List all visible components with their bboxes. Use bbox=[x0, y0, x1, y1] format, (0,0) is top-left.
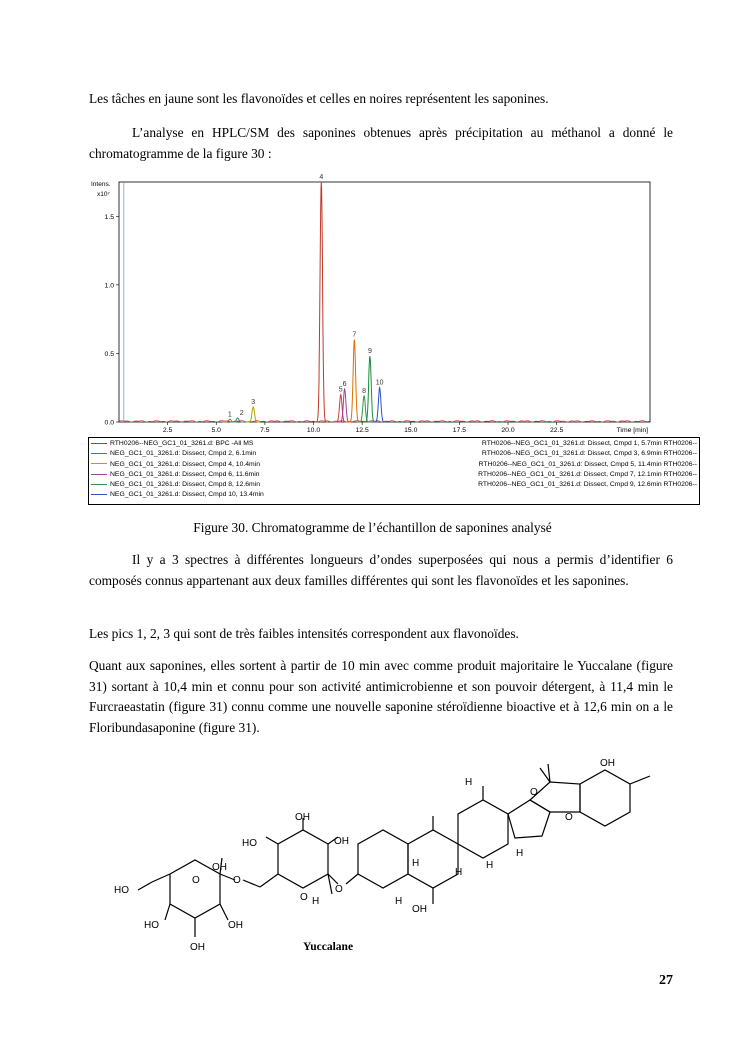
y-tick-label: 0.5 bbox=[104, 350, 114, 358]
figure-caption: Figure 30. Chromatogramme de l’échantillon de saponines analysé bbox=[193, 520, 552, 535]
svg-text:HO: HO bbox=[242, 838, 257, 849]
legend-entry: RTH0206--NEG_GC1_01_3261.d: Dissect, Cmpd 1, 5.7min RTH0206-- bbox=[481, 440, 697, 447]
peak-label-9: 9 bbox=[367, 348, 372, 356]
peak-8 bbox=[357, 396, 371, 422]
svg-text:HO: HO bbox=[144, 920, 159, 931]
svg-text:OH: OH bbox=[190, 942, 205, 953]
y-tick-label: 1.0 bbox=[104, 282, 114, 290]
peak-label-8: 8 bbox=[362, 387, 367, 395]
peak-label-7: 7 bbox=[352, 331, 357, 339]
svg-text:OH: OH bbox=[412, 904, 427, 915]
legend-entry bbox=[91, 480, 264, 490]
legend-right-column bbox=[478, 439, 697, 490]
svg-text:HO: HO bbox=[114, 885, 129, 896]
svg-text:O: O bbox=[192, 875, 200, 886]
legend-text: NEG_GC1_01_3261.d: Dissect, Cmpd 4, 10.4min bbox=[110, 460, 260, 468]
svg-text:H: H bbox=[516, 848, 524, 859]
svg-text:H: H bbox=[412, 858, 420, 869]
svg-text:OH: OH bbox=[334, 836, 349, 847]
legend-entry bbox=[91, 439, 264, 449]
svg-text:H: H bbox=[465, 777, 473, 788]
x-tick-label: 2.5 bbox=[162, 427, 173, 434]
legend-entry bbox=[91, 460, 264, 470]
legend-text: NEG_GC1_01_3261.d: Dissect, Cmpd 2, 6.1min bbox=[110, 450, 257, 458]
molecule-name: Yuccalane bbox=[303, 941, 354, 953]
legend-entry: RTH0206--NEG_GC1_01_3261.d: Dissect, Cmpd 7, 12.1min RTH0206-- bbox=[478, 470, 697, 478]
x-tick-label: 7.5 bbox=[260, 427, 270, 434]
legend-entry: RTH0206--NEG_GC1_01_3261.d: Dissect, Cmpd 9, 12.6min RTH0206-- bbox=[478, 481, 697, 489]
paragraph-saponins: Quant aux saponines, elles sortent à partir de 10 min avec comme produit majoritaire le Yuccalane (figure 31) sortant à 10,4 min et connu pour son activité antimicrobienne et son pouvoir détergent, à 11,4 min le Furcraeastatin (figure 31) connu comme une nouvelle saponine stéroïdienne bioactive et à 12,6 min on a le Floribundasaponine (figure 31). bbox=[89, 658, 673, 735]
svg-text:O: O bbox=[565, 812, 573, 823]
y-tick-label: 1.5 bbox=[104, 213, 114, 221]
legend-entry bbox=[91, 490, 264, 500]
peak-label-2: 2 bbox=[239, 409, 244, 417]
legend-swatch bbox=[91, 463, 107, 464]
peak-label-10: 10 bbox=[375, 379, 384, 387]
peak-3 bbox=[246, 407, 260, 422]
svg-text:O: O bbox=[530, 787, 538, 798]
x-tick-label: 17.5 bbox=[452, 427, 467, 434]
paragraph-spectra: Il y a 3 spectres à différentes longueurs d’ondes superposées qui nous a permis d’identifier 6 composés connus appartenant aux deux familles différentes qui sont les flavonoïdes et les saponines. bbox=[89, 552, 673, 588]
svg-text:H: H bbox=[395, 896, 403, 907]
plot-frame bbox=[119, 182, 650, 422]
svg-text:OH: OH bbox=[212, 862, 227, 873]
svg-text:H: H bbox=[455, 867, 463, 878]
legend-text: NEG_GC1_01_3261.d: Dissect, Cmpd 8, 12.6min bbox=[110, 481, 260, 489]
yuccalane-structure bbox=[110, 752, 650, 952]
legend-swatch bbox=[91, 484, 107, 485]
peak-label-6: 6 bbox=[342, 381, 347, 389]
x-tick-label: 5.0 bbox=[211, 427, 221, 434]
x-tick-label: 12.5 bbox=[355, 427, 369, 434]
peak-label-5: 5 bbox=[338, 386, 343, 394]
legend-entry bbox=[91, 470, 264, 480]
y-axis-label: Intens. bbox=[91, 181, 111, 188]
legend-text: RTH0206--NEG_GC1_01_3261.d: BPC -All MS bbox=[110, 440, 254, 447]
peak-label-4: 4 bbox=[319, 174, 324, 181]
svg-text:O: O bbox=[335, 884, 343, 895]
svg-text:OH: OH bbox=[295, 812, 310, 823]
legend-swatch bbox=[91, 494, 107, 495]
legend-entry: RTH0206--NEG_GC1_01_3261.d: Dissect, Cmpd 5, 11.4min RTH0206-- bbox=[478, 460, 697, 468]
legend-entry bbox=[91, 449, 264, 459]
legend-entry: RTH0206--NEG_GC1_01_3261.d: Dissect, Cmpd 3, 6.9min RTH0206-- bbox=[481, 450, 697, 458]
page-number: 27 bbox=[659, 973, 673, 988]
svg-text:O: O bbox=[300, 892, 308, 903]
svg-text:H: H bbox=[312, 896, 320, 907]
x-tick-label: 22.5 bbox=[550, 427, 564, 434]
peak-7 bbox=[347, 340, 361, 422]
legend-text: NEG_GC1_01_3261.d: Dissect, Cmpd 6, 11.6min bbox=[110, 470, 260, 478]
peak-10 bbox=[373, 388, 387, 422]
chromatogram-chart bbox=[88, 174, 700, 438]
legend-swatch bbox=[91, 474, 107, 475]
x-tick-label: 15.0 bbox=[404, 427, 418, 434]
y-tick-label: 0.0 bbox=[104, 419, 114, 427]
peak-label-1: 1 bbox=[227, 411, 232, 419]
peak-label-3: 3 bbox=[251, 398, 256, 406]
paragraph-intro: Les tâches en jaune sont les flavonoïdes et celles en noires représentent les saponines. bbox=[89, 91, 549, 106]
svg-text:H: H bbox=[486, 860, 494, 871]
svg-text:O: O bbox=[233, 875, 241, 886]
legend-swatch bbox=[91, 443, 107, 444]
x-axis-label: Time [min] bbox=[616, 427, 648, 434]
legend-text: NEG_GC1_01_3261.d: Dissect, Cmpd 10, 13.4min bbox=[110, 491, 264, 499]
y-axis-multiplier: x10⁷ bbox=[97, 191, 110, 198]
paragraph-hplc: L’analyse en HPLC/SM des saponines obtenues après précipitation au méthanol a donné le chromatogramme de la figure 30 : bbox=[89, 125, 673, 161]
legend-swatch bbox=[91, 453, 107, 454]
chart-legend bbox=[88, 437, 700, 505]
legend-left-column bbox=[91, 439, 264, 501]
svg-text:OH: OH bbox=[600, 758, 615, 769]
x-tick-label: 20.0 bbox=[501, 427, 515, 434]
svg-text:OH: OH bbox=[228, 920, 243, 931]
paragraph-flavonoids: Les pics 1, 2, 3 qui sont de très faibles intensités correspondent aux flavonoïdes. bbox=[89, 626, 519, 641]
x-tick-label: 10.0 bbox=[306, 427, 321, 434]
peak-4 bbox=[314, 182, 328, 422]
